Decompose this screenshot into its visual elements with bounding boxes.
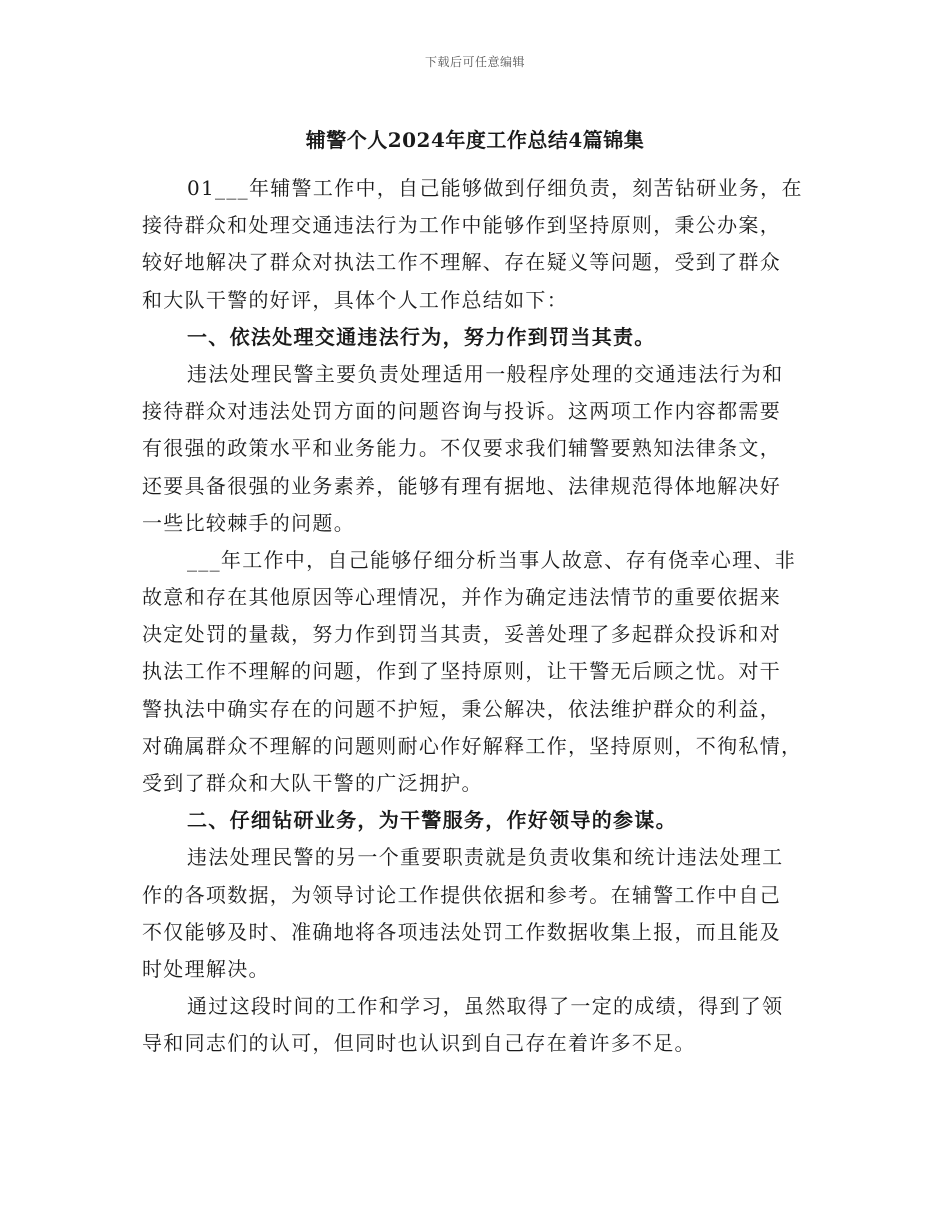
paragraph-3-line-3: 决定处罚的量裁，努力作到罚当其责，妥善处理了多起群众投诉和对 xyxy=(142,622,781,647)
paragraph-2-line-2: 接待群众对违法处罚方面的问题咨询与投诉。这两项工作内容都需要 xyxy=(142,399,781,424)
paragraph-1-line-3: 较好地解决了群众对执法工作不理解、存在疑义等问题，受到了群众 xyxy=(142,250,781,275)
paragraph-3-line-5: 警执法中确实存在的问题不护短，秉公解决，依法维护群众的利益， xyxy=(142,696,781,721)
paragraph-1-line-2: 接待群众和处理交通违法行为工作中能够作到坚持原则，秉公办案， xyxy=(142,213,781,238)
paragraph-1-line-4: 和大队干警的好评，具体个人工作总结如下： xyxy=(142,287,568,312)
paragraph-3-line-7: 受到了群众和大队干警的广泛拥护。 xyxy=(142,771,483,795)
document-title: 辅警个人2024年度工作总结4篇锦集 xyxy=(305,128,645,152)
paragraph-4-line-3: 不仅能够及时、准确地将各项违法处罚工作数据收集上报，而且能及 xyxy=(142,919,781,944)
paragraph-2-line-5: 一些比较棘手的问题。 xyxy=(142,510,355,535)
paragraph-2-line-4: 还要具备很强的业务素养，能够有理有据地、法律规范得体地解决好 xyxy=(142,473,781,498)
paragraph-2-line-3: 有很强的政策水平和业务能力。不仅要求我们辅警要熟知法律条文， xyxy=(142,436,781,461)
paragraph-5-line-1: 通过这段时间的工作和学习，虽然取得了一定的成绩，得到了领 xyxy=(187,994,784,1019)
paragraph-3-line-2: 故意和存在其他原因等心理情况，并作为确定违法情节的重要依据来 xyxy=(142,585,781,610)
paragraph-3-line-6: 对确属群众不理解的问题则耐心作好解释工作，坚持原则，不徇私情， xyxy=(142,733,803,758)
paragraph-3-line-4: 执法工作不理解的问题，作到了坚持原则，让干警无后顾之忧。对干 xyxy=(142,659,781,684)
paragraph-2-line-1: 违法处理民警主要负责处理适用一般程序处理的交通违法行为和 xyxy=(187,361,784,386)
paragraph-4-line-1: 违法处理民警的另一个重要职责就是负责收集和统计违法处理工 xyxy=(187,845,784,870)
paragraph-4-line-2: 作的各项数据，为领导讨论工作提供依据和参考。在辅警工作中自己 xyxy=(142,882,781,907)
section-heading-2: 二、仔细钻研业务，为干警服务，作好领导的参谋。 xyxy=(187,808,677,833)
section-heading-1: 一、依法处理交通违法行为，努力作到罚当其责。 xyxy=(187,324,656,349)
document-body xyxy=(142,170,812,1063)
paragraph-1-line-1: 01___年辅警工作中，自己能够做到仔细负责，刻苦钻研业务，在 xyxy=(187,176,803,200)
paragraph-5-line-2: 导和同志们的认可，但同时也认识到自己存在着许多不足。 xyxy=(142,1031,696,1056)
paragraph-4-line-4: 时处理解决。 xyxy=(142,956,270,981)
page-header-note: 下载后可任意编辑 xyxy=(424,55,525,69)
paragraph-3-line-1: ___年工作中，自己能够仔细分析当事人故意、存有侥幸心理、非 xyxy=(187,547,796,572)
